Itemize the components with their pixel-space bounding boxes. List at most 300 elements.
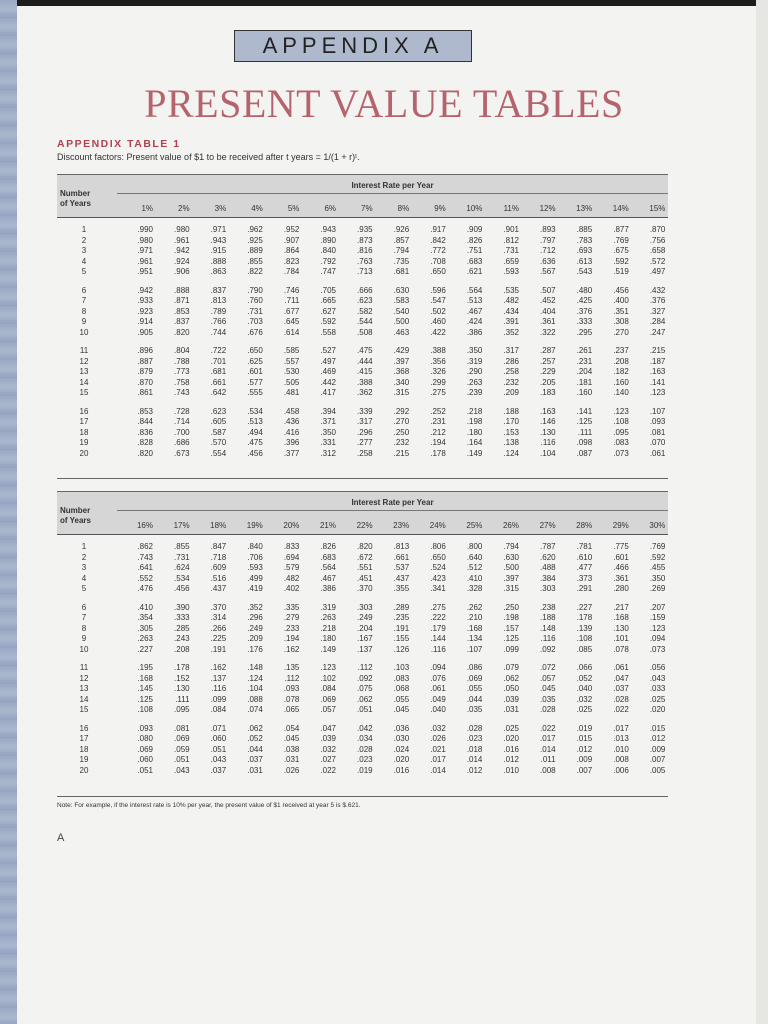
discount-factor-cell: .744 bbox=[210, 327, 227, 337]
discount-factor-cell: .033 bbox=[649, 684, 666, 693]
discount-factor-cell: .028 bbox=[357, 744, 373, 754]
discount-factor-cell: .059 bbox=[174, 744, 190, 754]
discount-factor-cell: .025 bbox=[503, 723, 519, 733]
discount-factor-cell: .642 bbox=[210, 388, 227, 397]
discount-factor-cell: .788 bbox=[174, 356, 190, 366]
discount-factor-cell: .137 bbox=[210, 673, 227, 683]
discount-factor-cell: .036 bbox=[393, 723, 410, 733]
discount-factor-cell: .270 bbox=[393, 417, 410, 426]
discount-factor-cell: .980 bbox=[174, 225, 190, 234]
rate-column-header: 28% bbox=[576, 521, 593, 530]
discount-factor-cell: .263 bbox=[466, 377, 483, 387]
discount-factor-cell: .125 bbox=[576, 417, 593, 426]
discount-factor-cell: .162 bbox=[210, 663, 227, 672]
discount-factor-cell: .756 bbox=[649, 235, 666, 245]
discount-factor-cell: .812 bbox=[503, 235, 519, 245]
discount-factor-cell: .148 bbox=[247, 663, 263, 672]
discount-factor-cell: .350 bbox=[466, 346, 483, 355]
discount-factor-cell: .012 bbox=[466, 765, 483, 775]
discount-factor-cell: .673 bbox=[174, 448, 190, 458]
discount-factor-cell: .116 bbox=[540, 438, 556, 447]
discount-factor-cell: .534 bbox=[174, 573, 190, 583]
discount-factor-cell: .352 bbox=[503, 327, 519, 337]
discount-factor-cell: .482 bbox=[503, 296, 519, 305]
discount-factor-cell: .015 bbox=[649, 723, 666, 733]
discount-factor-cell: .056 bbox=[649, 663, 666, 672]
discount-factor-cell: .355 bbox=[393, 584, 410, 593]
discount-factor-cell: .543 bbox=[576, 267, 593, 276]
discount-factor-cell: .020 bbox=[649, 705, 666, 714]
rate-column-header: 6% bbox=[324, 204, 336, 213]
discount-factor-cell: .008 bbox=[613, 755, 629, 764]
discount-factor-cell: .840 bbox=[247, 542, 263, 551]
discount-factor-cell: .239 bbox=[466, 388, 483, 397]
discount-factor-cell: .138 bbox=[503, 438, 519, 447]
rate-column-header: 27% bbox=[539, 521, 556, 530]
discount-factor-cell: .813 bbox=[210, 296, 227, 305]
discount-factor-cell: .319 bbox=[466, 356, 483, 366]
discount-factor-cell: .502 bbox=[430, 306, 446, 316]
discount-factor-cell: .076 bbox=[430, 673, 446, 683]
discount-factor-cell: .083 bbox=[393, 673, 410, 683]
rate-column-header: 19% bbox=[246, 521, 263, 530]
discount-factor-cell: .231 bbox=[430, 417, 446, 426]
discount-factor-cell: .451 bbox=[357, 573, 373, 583]
discount-factor-cell: .017 bbox=[540, 734, 556, 743]
discount-factor-cell: .125 bbox=[137, 694, 153, 704]
discount-factor-cell: .060 bbox=[210, 734, 227, 743]
discount-factor-cell: .873 bbox=[357, 235, 373, 245]
discount-factor-cell: .188 bbox=[503, 406, 519, 416]
discount-factor-cell: .054 bbox=[283, 723, 300, 733]
discount-factor-cell: .554 bbox=[210, 448, 227, 458]
discount-factor-cell: .016 bbox=[503, 744, 519, 754]
discount-factor-cell: .544 bbox=[357, 317, 373, 326]
discount-factor-cell: .376 bbox=[576, 306, 593, 316]
discount-factor-cell: .404 bbox=[540, 306, 556, 316]
discount-factor-cell: .410 bbox=[137, 602, 153, 612]
discount-factor-cell: .155 bbox=[393, 634, 410, 643]
rate-column-header: 3% bbox=[214, 204, 227, 213]
discount-factor-cell: .168 bbox=[466, 623, 483, 633]
discount-factor-cell: .210 bbox=[466, 613, 483, 622]
discount-factor-cell: .031 bbox=[283, 755, 300, 764]
discount-factor-cell: .820 bbox=[357, 542, 373, 551]
discount-factor-cell: .415 bbox=[357, 367, 373, 376]
year-number: 2 bbox=[81, 552, 87, 562]
discount-factor-cell: .167 bbox=[357, 634, 373, 643]
discount-factor-cell: .163 bbox=[649, 367, 666, 376]
discount-factor-cell: .769 bbox=[649, 542, 666, 551]
discount-factor-cell: .023 bbox=[357, 755, 373, 764]
year-number: 9 bbox=[81, 317, 87, 326]
discount-factor-cell: .397 bbox=[503, 573, 519, 583]
discount-factor-cell: .623 bbox=[357, 296, 373, 305]
discount-factor-cell: .198 bbox=[503, 613, 519, 622]
discount-factor-cell: .630 bbox=[503, 552, 519, 562]
discount-factor-cell: .049 bbox=[430, 694, 446, 704]
discount-factor-cell: .837 bbox=[174, 317, 190, 326]
discount-factor-cell: .047 bbox=[613, 673, 629, 683]
rate-column-header: 30% bbox=[649, 521, 666, 530]
discount-factor-cell: .062 bbox=[503, 673, 519, 683]
discount-factor-cell: .758 bbox=[174, 377, 190, 387]
page-title: PRESENT VALUE TABLES bbox=[144, 81, 624, 126]
discount-factor-cell: .396 bbox=[283, 438, 300, 447]
discount-factor-cell: .208 bbox=[174, 644, 190, 654]
discount-factor-cell: .257 bbox=[540, 356, 556, 366]
discount-factor-cell: .322 bbox=[540, 327, 556, 337]
discount-factor-cell: .370 bbox=[210, 602, 227, 612]
year-number: 2 bbox=[81, 235, 87, 245]
discount-factor-cell: .007 bbox=[576, 765, 593, 775]
year-number: 16 bbox=[79, 406, 89, 416]
rate-column-header: 26% bbox=[502, 521, 519, 530]
rate-column-header: 25% bbox=[466, 521, 483, 530]
discount-factor-cell: .215 bbox=[649, 346, 666, 355]
discount-factor-cell: .820 bbox=[174, 327, 190, 337]
year-number: 19 bbox=[79, 438, 89, 447]
discount-factor-cell: .102 bbox=[320, 673, 336, 683]
discount-factor-cell: .317 bbox=[357, 417, 373, 426]
discount-factor-cell: .840 bbox=[320, 246, 336, 255]
discount-factor-cell: .466 bbox=[613, 563, 629, 572]
discount-factor-cell: .711 bbox=[284, 296, 300, 305]
discount-factor-cell: .034 bbox=[357, 734, 373, 743]
discount-factor-cell: .204 bbox=[576, 367, 593, 376]
discount-factor-cell: .507 bbox=[540, 285, 556, 295]
discount-factor-cell: .022 bbox=[540, 723, 556, 733]
discount-factor-cell: .011 bbox=[540, 755, 556, 764]
discount-factor-cell: .917 bbox=[430, 225, 446, 234]
discount-factor-cell: .280 bbox=[613, 584, 629, 593]
discount-factor-cell: .907 bbox=[283, 235, 300, 245]
rate-column-header: 8% bbox=[397, 204, 410, 213]
discount-factor-cell: .583 bbox=[393, 296, 410, 305]
discount-factor-cell: .252 bbox=[430, 406, 446, 416]
discount-factor-cell: .078 bbox=[613, 644, 629, 654]
discount-factor-cell: .593 bbox=[247, 563, 263, 572]
discount-factor-cell: .627 bbox=[320, 306, 336, 316]
discount-factor-cell: .650 bbox=[430, 552, 446, 562]
discount-factor-cell: .149 bbox=[320, 644, 336, 654]
table-heading: APPENDIX TABLE 1 bbox=[57, 138, 181, 150]
discount-factor-cell: .249 bbox=[357, 613, 373, 622]
discount-factor-cell: .775 bbox=[613, 542, 629, 551]
rate-column-header: 24% bbox=[429, 521, 446, 530]
discount-factor-cell: .837 bbox=[210, 285, 227, 295]
discount-factor-cell: .148 bbox=[540, 623, 556, 633]
discount-factor-cell: .247 bbox=[649, 327, 666, 337]
discount-factor-cell: .328 bbox=[466, 584, 483, 593]
discount-factor-cell: .783 bbox=[576, 235, 593, 245]
discount-factor-cell: .735 bbox=[393, 256, 410, 266]
discount-factor-cell: .130 bbox=[540, 427, 556, 437]
year-number: 9 bbox=[81, 634, 87, 643]
discount-factor-cell: .658 bbox=[649, 246, 666, 255]
discount-factor-cell: .885 bbox=[576, 225, 593, 234]
rate-column-header: 10% bbox=[466, 204, 483, 213]
discount-factor-cell: .299 bbox=[430, 377, 446, 387]
discount-factor-cell: .943 bbox=[210, 235, 227, 245]
discount-factor-cell: .178 bbox=[576, 613, 593, 622]
discount-factor-cell: .442 bbox=[320, 377, 336, 387]
discount-factor-cell: .613 bbox=[576, 256, 593, 266]
discount-factor-cell: .537 bbox=[393, 563, 410, 572]
discount-factor-cell: .326 bbox=[430, 367, 446, 376]
discount-factor-cell: .397 bbox=[393, 356, 410, 366]
discount-factor-cell: .794 bbox=[393, 246, 410, 255]
year-number: 15 bbox=[79, 705, 89, 714]
discount-factor-cell: .159 bbox=[649, 613, 666, 622]
discount-factor-cell: .388 bbox=[430, 346, 446, 355]
discount-factor-cell: .828 bbox=[137, 438, 153, 447]
discount-factor-cell: .044 bbox=[247, 744, 263, 754]
year-number: 4 bbox=[81, 573, 87, 583]
discount-factor-cell: .513 bbox=[247, 417, 263, 426]
rate-column-header: 14% bbox=[612, 204, 629, 213]
discount-factor-cell: .028 bbox=[613, 694, 629, 704]
discount-factor-cell: .014 bbox=[430, 765, 446, 775]
discount-factor-cell: .694 bbox=[283, 552, 300, 562]
discount-factor-cell: .191 bbox=[393, 623, 410, 633]
discount-factor-cell: .069 bbox=[320, 694, 336, 704]
discount-factor-cell: .217 bbox=[613, 602, 629, 612]
discount-factor-cell: .009 bbox=[649, 744, 666, 754]
discount-factor-cell: .552 bbox=[137, 573, 153, 583]
discount-factor-cell: .030 bbox=[393, 734, 410, 743]
discount-factor-cell: .130 bbox=[174, 684, 190, 693]
discount-factor-cell: .111 bbox=[577, 427, 593, 437]
discount-factor-cell: .250 bbox=[393, 427, 410, 437]
table-footnote: Note: For example, if the interest rate is 10% per year, the present value of $1 received at year 5 is $.621. bbox=[57, 802, 361, 809]
discount-factor-cell: .766 bbox=[210, 317, 227, 326]
discount-factor-cell: .215 bbox=[393, 448, 410, 458]
discount-factor-cell: .060 bbox=[137, 755, 153, 764]
discount-factor-cell: .012 bbox=[576, 744, 593, 754]
discount-factor-cell: .235 bbox=[393, 613, 410, 622]
discount-factor-cell: .816 bbox=[357, 246, 373, 255]
discount-factor-cell: .350 bbox=[649, 573, 666, 583]
discount-factor-cell: .198 bbox=[466, 417, 483, 426]
year-number: 3 bbox=[81, 563, 87, 572]
discount-factor-cell: .693 bbox=[576, 246, 593, 255]
discount-factor-cell: .314 bbox=[210, 613, 227, 622]
rate-column-header: 4% bbox=[251, 204, 263, 213]
discount-factor-cell: .350 bbox=[320, 427, 336, 437]
discount-factor-cell: .303 bbox=[357, 602, 373, 612]
discount-factor-cell: .971 bbox=[137, 246, 153, 255]
discount-factor-cell: .681 bbox=[393, 267, 410, 276]
rate-column-header: 21% bbox=[319, 521, 336, 530]
discount-factor-cell: .747 bbox=[320, 267, 336, 276]
discount-factor-cell: .014 bbox=[466, 755, 483, 764]
discount-factor-cell: .296 bbox=[247, 613, 263, 622]
discount-factor-cell: .437 bbox=[393, 573, 410, 583]
discount-factor-cell: .095 bbox=[174, 705, 190, 714]
year-number: 10 bbox=[79, 644, 89, 654]
rate-column-header: 11% bbox=[503, 204, 519, 213]
discount-factor-cell: .104 bbox=[540, 448, 556, 458]
rate-column-header: 23% bbox=[393, 521, 410, 530]
discount-factor-cell: .672 bbox=[357, 552, 373, 562]
discount-factor-cell: .099 bbox=[210, 694, 227, 704]
discount-factor-cell: .262 bbox=[466, 602, 483, 612]
discount-factor-cell: .760 bbox=[247, 296, 263, 305]
discount-factor-cell: .558 bbox=[320, 327, 336, 337]
discount-factor-cell: .284 bbox=[649, 317, 666, 326]
discount-factor-cell: .028 bbox=[540, 705, 556, 714]
discount-factor-cell: .833 bbox=[283, 542, 300, 551]
discount-factor-cell: .625 bbox=[247, 356, 263, 366]
discount-factor-cell: .243 bbox=[174, 634, 190, 643]
discount-factor-cell: .914 bbox=[137, 317, 153, 326]
discount-factor-cell: .423 bbox=[430, 573, 446, 583]
discount-factor-cell: .061 bbox=[613, 663, 629, 672]
year-number: 19 bbox=[79, 755, 89, 764]
discount-factor-cell: .181 bbox=[576, 377, 593, 387]
discount-factor-cell: .123 bbox=[649, 388, 666, 397]
discount-factor-cell: .157 bbox=[503, 623, 519, 633]
discount-factor-cell: .924 bbox=[174, 256, 190, 266]
discount-factor-cell: .079 bbox=[503, 663, 519, 672]
discount-factor-cell: .853 bbox=[137, 406, 153, 416]
discount-factor-cell: .340 bbox=[393, 377, 410, 387]
discount-factor-cell: .557 bbox=[283, 356, 300, 366]
discount-factor-cell: .436 bbox=[283, 417, 300, 426]
discount-factor-cell: .116 bbox=[540, 634, 556, 643]
year-number: 18 bbox=[79, 427, 89, 437]
year-number: 20 bbox=[79, 765, 89, 775]
discount-factor-cell: .923 bbox=[137, 306, 153, 316]
discount-factor-cell: .390 bbox=[174, 602, 190, 612]
discount-factor-cell: .871 bbox=[174, 296, 190, 305]
discount-factor-cell: .621 bbox=[466, 267, 483, 276]
discount-factor-cell: .277 bbox=[357, 438, 373, 447]
discount-factor-cell: .494 bbox=[247, 427, 263, 437]
interest-rate-label: Interest Rate per Year bbox=[351, 498, 434, 507]
discount-factor-cell: .847 bbox=[210, 542, 227, 551]
discount-factor-cell: .516 bbox=[210, 573, 227, 583]
discount-factor-cell: .035 bbox=[466, 705, 483, 714]
discount-factor-cell: .258 bbox=[503, 367, 519, 376]
discount-factor-cell: .038 bbox=[283, 744, 300, 754]
discount-factor-cell: .933 bbox=[137, 296, 153, 305]
discount-factor-cell: .519 bbox=[613, 267, 629, 276]
discount-factor-cell: .061 bbox=[649, 448, 666, 458]
discount-factor-cell: .051 bbox=[174, 755, 190, 764]
discount-factor-cell: .081 bbox=[649, 427, 666, 437]
discount-factor-cell: .160 bbox=[576, 388, 593, 397]
discount-factor-cell: .032 bbox=[576, 694, 593, 704]
discount-factor-cell: .021 bbox=[430, 744, 446, 754]
discount-factor-cell: .572 bbox=[649, 256, 666, 266]
discount-factor-cell: .194 bbox=[283, 634, 300, 643]
discount-factor-cell: .232 bbox=[503, 377, 519, 387]
discount-factor-cell: .708 bbox=[430, 256, 446, 266]
discount-factor-cell: .162 bbox=[283, 644, 300, 654]
discount-factor-cell: .609 bbox=[210, 563, 227, 572]
discount-factor-cell: .098 bbox=[576, 438, 593, 447]
discount-factor-cell: .066 bbox=[576, 663, 593, 672]
discount-factor-cell: .130 bbox=[613, 623, 629, 633]
discount-factor-cell: .168 bbox=[613, 613, 629, 622]
discount-factor-cell: .141 bbox=[649, 377, 666, 387]
discount-factor-cell: .050 bbox=[503, 684, 519, 693]
discount-factor-cell: .773 bbox=[174, 367, 190, 376]
discount-factor-cell: .182 bbox=[613, 367, 629, 376]
discount-factor-cell: .108 bbox=[576, 634, 593, 643]
discount-factor-cell: .065 bbox=[283, 705, 300, 714]
discount-factor-cell: .789 bbox=[210, 306, 227, 316]
discount-factor-cell: .057 bbox=[320, 705, 336, 714]
discount-factor-cell: .085 bbox=[576, 644, 593, 654]
discount-factor-cell: .024 bbox=[393, 744, 410, 754]
header-rule bbox=[117, 510, 668, 511]
discount-factor-cell: .813 bbox=[393, 542, 410, 551]
discount-factor-cell: .661 bbox=[393, 552, 410, 562]
discount-factor-cell: .261 bbox=[576, 346, 593, 355]
discount-factor-cell: .500 bbox=[393, 317, 410, 326]
discount-factor-cell: .179 bbox=[430, 623, 446, 633]
interest-rate-label: Interest Rate per Year bbox=[351, 181, 434, 190]
discount-factor-cell: .007 bbox=[649, 755, 666, 764]
page-letter: A bbox=[57, 832, 65, 844]
discount-factor-cell: .666 bbox=[357, 285, 373, 295]
discount-factor-cell: .513 bbox=[466, 296, 483, 305]
discount-factor-cell: .712 bbox=[540, 246, 556, 255]
discount-factor-cell: .086 bbox=[466, 663, 483, 672]
discount-factor-cell: .614 bbox=[283, 327, 300, 337]
discount-factor-cell: .093 bbox=[649, 417, 666, 426]
rate-column-header: 29% bbox=[612, 521, 629, 530]
discount-factor-cell: .019 bbox=[357, 765, 373, 775]
discount-factor-cell: .111 bbox=[175, 694, 190, 704]
rate-column-header: 16% bbox=[136, 521, 153, 530]
discount-factor-cell: .180 bbox=[466, 427, 483, 437]
discount-factor-cell: .069 bbox=[466, 673, 483, 683]
discount-factor-cell: .093 bbox=[283, 684, 300, 693]
discount-factor-cell: .289 bbox=[393, 602, 410, 612]
year-number: 11 bbox=[79, 346, 89, 355]
discount-factor-cell: .870 bbox=[137, 377, 153, 387]
discount-factor-cell: .836 bbox=[137, 427, 153, 437]
discount-factor-cell: .455 bbox=[649, 563, 666, 572]
discount-factor-cell: .291 bbox=[576, 584, 593, 593]
year-number: 5 bbox=[81, 584, 87, 593]
discount-factor-cell: .104 bbox=[247, 684, 263, 693]
discount-factor-cell: .481 bbox=[283, 388, 300, 397]
discount-factor-cell: .456 bbox=[613, 285, 629, 295]
discount-factor-cell: .587 bbox=[210, 427, 227, 437]
discount-factor-cell: .014 bbox=[540, 744, 556, 754]
discount-factor-cell: .153 bbox=[503, 427, 519, 437]
year-number: 15 bbox=[79, 388, 89, 397]
discount-factor-cell: .731 bbox=[174, 552, 190, 562]
discount-factor-cell: .124 bbox=[247, 673, 263, 683]
discount-factor-cell: .477 bbox=[576, 563, 593, 572]
discount-factor-cell: .683 bbox=[466, 256, 483, 266]
discount-factor-cell: .601 bbox=[613, 552, 629, 562]
discount-factor-cell: .191 bbox=[210, 644, 227, 654]
discount-factor-cell: .187 bbox=[649, 356, 666, 366]
discount-factor-cell: .416 bbox=[283, 427, 300, 437]
discount-factor-cell: .879 bbox=[137, 367, 153, 376]
discount-factor-cell: .368 bbox=[393, 367, 410, 376]
discount-factor-cell: .362 bbox=[357, 388, 373, 397]
discount-factor-cell: .017 bbox=[430, 755, 446, 764]
year-number: 1 bbox=[81, 542, 87, 551]
